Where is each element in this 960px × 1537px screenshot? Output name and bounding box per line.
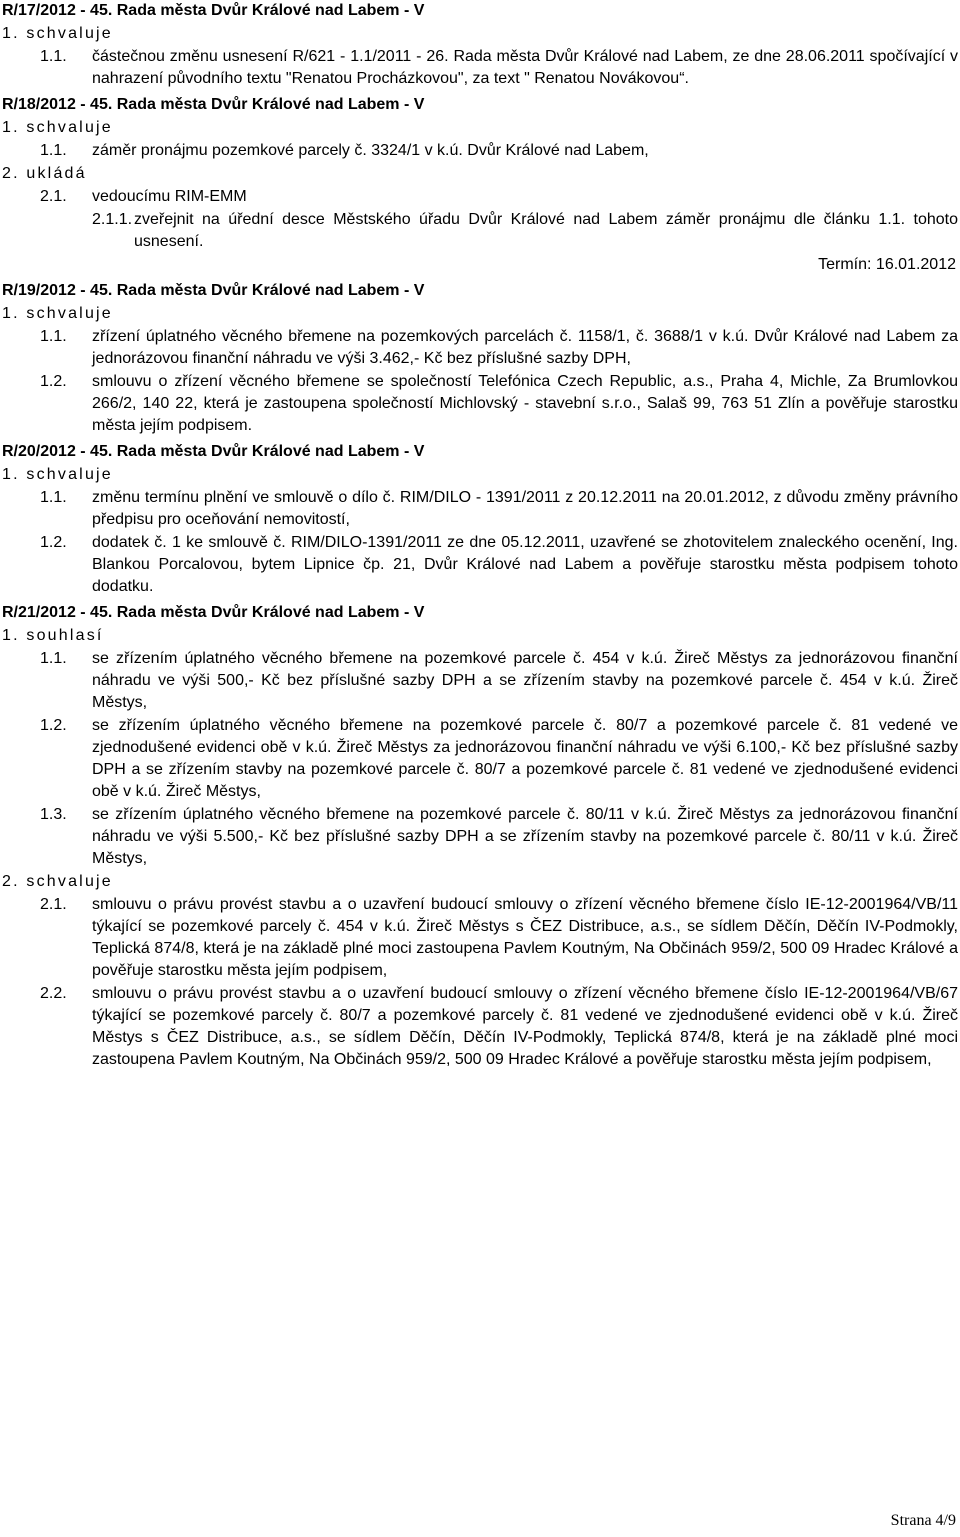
page-number: Strana 4/9 [890, 1512, 956, 1529]
item-text: vedoucímu RIM-EMM [92, 188, 247, 205]
resolution-id: R/18/2012 - 45. [2, 96, 113, 113]
resolution-section [0, 280, 958, 437]
resolution-item [0, 648, 958, 714]
item-number: 1.3. [40, 806, 67, 823]
item-number: 1.2. [40, 373, 67, 390]
item-text: smlouvu o právu provést stavbu a o uzavření budoucí smlouvy o zřízení věcného břemene číslo IE-12-2001964/VB/67 týkající se pozemkové parcely č. 80/7 a pozemkové parcely č. 81 vedené ve zjednodušené evidenci obě v k.ú. Žireč Městys s ČEZ Distribuce, a.s., se sídlem Děčín, Děčín IV-Podmokly, Teplická 874/8, která je na základě plné moci zastoupena Pavlem Koutným, Na Občinách 959/2, 500 09 Hradec Králové a pověřuje starostku města jejím podpisem, [92, 985, 958, 1068]
resolution-section [0, 0, 958, 90]
resolution-action: 2. ukládá [2, 165, 87, 182]
resolution-heading [2, 441, 958, 463]
item-text: zveřejnit na úřední desce Městského úřadu Dvůr Králové nad Labem záměr pronájmu dle článku 1.1. tohoto usnesení. [134, 211, 958, 250]
item-number: 1.1. [40, 328, 67, 345]
resolution-action: 1. souhlasí [2, 627, 104, 644]
resolution-item [0, 46, 958, 90]
resolution-action: 1. schvaluje [2, 466, 113, 483]
item-text: se zřízením úplatného věcného břemene na pozemkové parcele č. 80/7 a pozemkové parcele č. 81 vedené ve zjednodušené evidenci obě v k.ú. Žireč Městys za jednorázovou finanční náhradu ve výši 6.100,- Kč bez příslušné sazby DPH a se zřízením stavby na pozemkové parcele č. 80/7 a pozemkové parcele č. 81 vedené ve zjednodušené evidenci obě v k.ú. Žireč Městys, [92, 717, 958, 800]
item-number: 2.1. [40, 896, 67, 913]
resolution-org: Rada města Dvůr Králové nad Labem - V [116, 96, 425, 113]
resolution-action: 1. schvaluje [2, 119, 113, 136]
item-number: 2.1. [40, 188, 67, 205]
item-text: dodatek č. 1 ke smlouvě č. RIM/DILO-1391/2011 ze dne 05.12.2011, uzavřené se zhotovitelem znaleckého ocenění, Ing. Blankou Porcalovou, bytem Lipnice čp. 21, Dvůr Králové nad Labem a pověřuje starostku města podpisem tohoto dodatku. [92, 534, 958, 595]
resolution-item [0, 804, 958, 870]
resolution-action: 2. schvaluje [2, 873, 113, 890]
resolution-org: Rada města Dvůr Králové nad Labem - V [116, 443, 425, 460]
resolution-section [0, 602, 958, 1071]
item-text: smlouvu o právu provést stavbu a o uzavření budoucí smlouvy o zřízení věcného břemene číslo IE-12-2001964/VB/11 týkající se pozemkové parcely č. 454 v k.ú. Žireč Městys s ČEZ Distribuce, a.s., se sídlem Děčín, Děčín IV-Podmokly, Teplická 874/8, která je na základě plné moci zastoupena Pavlem Koutným, Na Občinách 959/2, 500 09 Hradec Králové a pověřuje starostku města jejím podpisem, [92, 896, 958, 979]
resolution-heading [2, 602, 958, 624]
item-text: zřízení úplatného věcného břemene na pozemkových parcelách č. 1158/1, č. 3688/1 v k.ú. Dvůr Králové nad Labem za jednorázovou finanční náhradu ve výši 3.462,- Kč bez příslušné sazby DPH, [92, 328, 958, 367]
resolution-item [0, 532, 958, 598]
resolution-id: R/17/2012 - 45. [2, 2, 113, 19]
item-number: 2.2. [40, 985, 67, 1002]
item-text: částečnou změnu usnesení R/621 - 1.1/2011 - 26. Rada města Dvůr Králové nad Labem, ze dne 28.06.2011 spočívající v nahrazení původního textu "Renatou Procházkovou", za text " Renatou Novákovou“. [92, 48, 958, 87]
item-number: 1.2. [40, 717, 67, 734]
resolution-heading [2, 280, 958, 302]
item-number: 2.1.1. [92, 211, 133, 228]
resolution-item [0, 186, 958, 208]
item-text: změnu termínu plnění ve smlouvě o dílo č. RIM/DILO - 1391/2011 z 20.12.2011 na 20.01.2012, z důvodu změny právního předpisu pro oceňování nemovitostí, [92, 489, 958, 528]
resolution-item [0, 371, 958, 437]
resolution-id: R/20/2012 - 45. [2, 443, 113, 460]
item-text: smlouvu o zřízení věcného břemene se společností Telefónica Czech Republic, a.s., Praha 4, Michle, Za Brumlovkou 266/2, 140 22, která je zastoupena společností Michlovský - stavební s.r.o., Salaš 99, 763 51 Zlín a pověřuje starostku města jejím podpisem. [92, 373, 958, 434]
resolution-section [0, 94, 958, 276]
resolution-item [0, 894, 958, 982]
resolution-org: Rada města Dvůr Králové nad Labem - V [116, 2, 425, 19]
resolution-item [0, 983, 958, 1071]
resolution-item [0, 140, 958, 162]
resolution-org: Rada města Dvůr Králové nad Labem - V [116, 604, 425, 621]
item-text: se zřízením úplatného věcného břemene na pozemkové parcele č. 454 v k.ú. Žireč Městys za jednorázovou finanční náhradu ve výši 500,- Kč bez příslušné sazby DPH a se zřízením stavby na pozemkové parcele č. 454 v k.ú. Žireč Městys, [92, 650, 958, 711]
resolution-item [0, 326, 958, 370]
resolution-item [0, 487, 958, 531]
resolution-action: 1. schvaluje [2, 25, 113, 42]
resolution-section [0, 441, 958, 598]
resolution-heading [2, 94, 958, 116]
resolution-item [0, 715, 958, 803]
resolution-id: R/19/2012 - 45. [2, 282, 113, 299]
item-number: 1.1. [40, 650, 67, 667]
resolution-org: Rada města Dvůr Králové nad Labem - V [116, 282, 425, 299]
resolution-item [0, 209, 958, 253]
item-number: 1.1. [40, 48, 67, 65]
item-text: se zřízením úplatného věcného břemene na pozemkové parcele č. 80/11 v k.ú. Žireč Městys za jednorázovou finanční náhradu ve výši 5.500,- Kč bez příslušné sazby DPH a se zřízením stavby na pozemkové parcele č. 80/11 v k.ú. Žireč Městys, [92, 806, 958, 867]
resolution-heading [2, 0, 958, 22]
item-text: záměr pronájmu pozemkové parcely č. 3324/1 v k.ú. Dvůr Králové nad Labem, [92, 142, 649, 159]
resolution-id: R/21/2012 - 45. [2, 604, 113, 621]
deadline-term: Termín: 16.01.2012 [818, 256, 956, 273]
item-number: 1.2. [40, 534, 67, 551]
item-number: 1.1. [40, 489, 67, 506]
item-number: 1.1. [40, 142, 67, 159]
resolution-action: 1. schvaluje [2, 305, 113, 322]
